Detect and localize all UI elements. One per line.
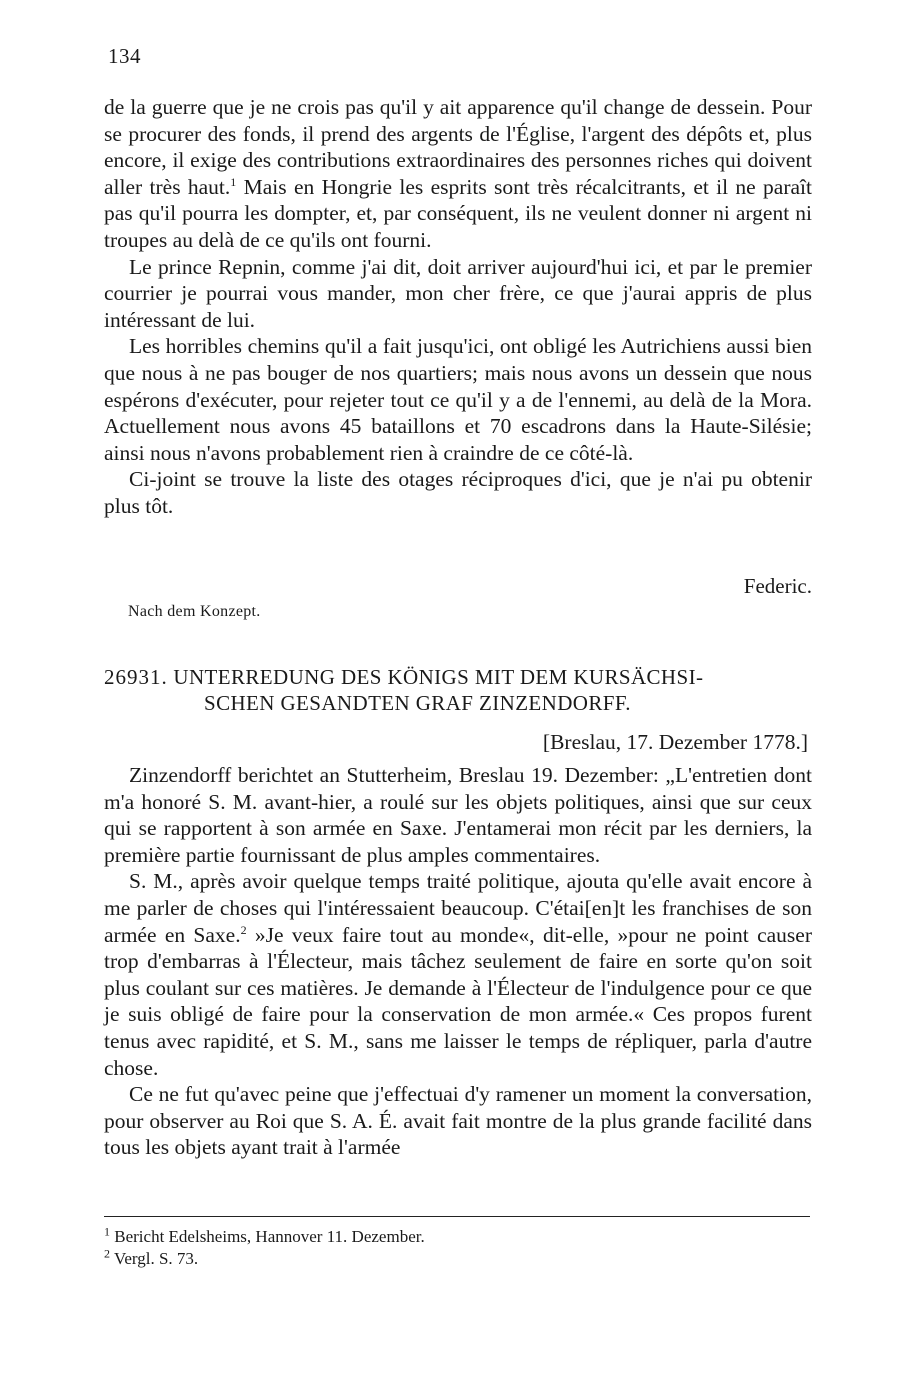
paragraph: Les horribles chemins qu'il a fait jusqu'ici, ont obligé les Autrichiens aussi bien que nous à ne pas bouger de nos quartiers; mais nous avons un dessein que nous espérons d'exécuter, pour rejeter tout ce qu'il y a de l'ennemi, au delà de la Mora. Actuellement nous avons 45 bataillons et 70 escadrons dans la Haute-Silésie; ainsi nous n'avons probablement rien à craindre de ce côté-là. (104, 334, 812, 465)
source-note: Nach dem Konzept. (128, 603, 261, 620)
paragraph (104, 868, 812, 1081)
page-number: 134 (108, 44, 141, 68)
heading-line-2: SCHEN GESANDTEN GRAF ZINZENDORFF. (204, 691, 631, 715)
paragraph-text: de la guerre que je ne crois pas qu'il y ait apparence qu'il change de dessein. Pour se procurer des fonds, il prend des argents de l'Église, l'argent des dépôts et, plus encore, il exige des contributions extraordinaires des personnes riches qui doivent aller très haut. (104, 95, 812, 199)
footnotes (104, 1226, 812, 1270)
document-heading (104, 664, 812, 716)
paragraph: Zinzendorff berichtet an Stutterheim, Breslau 19. Dezember: „L'entretien dont m'a honoré S. M. avant-hier, a roulé sur les objets politiques, ainsi que sur ceux qui se rapportent à son armée en Saxe. J'entamerai mon récit par les derniers, la première partie fournissant de plus amples commentaires. (104, 763, 812, 867)
letter-body (104, 94, 812, 520)
paragraph-text: S. M., après avoir quelque temps traité politique, ajouta qu'elle avait encore à me parler de choses qui l'intéressaient beaucoup. C'étai[en]t les franchises de son armée en Saxe. (104, 869, 812, 947)
footnote-mark: 2 (104, 1246, 110, 1261)
footnote-divider (104, 1216, 810, 1217)
paragraph-text: »Je veux faire tout au monde«, dit-elle, »pour ne point causer trop d'embarras à l'Électeur, mais tâchez seulement de faire en sorte qu'on soit plus coulant sur ces matières. Je demande à l'Électeur de l'indulgence pour ce que je suis obligé de faire pour la conservation de mon armée.« Ces propos furent tenus avec rapidité, et S. M., sans me laisser le temps de répliquer, parla d'autre chose. (104, 922, 812, 1080)
document-body (104, 762, 812, 1161)
date-line: [Breslau, 17. Dezember 1778.] (542, 730, 808, 754)
paragraph: Ci-joint se trouve la liste des otages réciproques d'ici, que je n'ai pu obtenir plus tôt. (104, 467, 812, 518)
signature: Federic. (743, 574, 812, 598)
heading-line-1: UNTERREDUNG DES KÖNIGS MIT DEM KURSÄCHSI- (173, 665, 704, 689)
footnote (104, 1248, 812, 1270)
paragraph: Ce ne fut qu'avec peine que j'effectuai d'y ramener un moment la conversation, pour observer au Roi que S. A. É. avait fait montre de la plus grande facilité dans tous les objets ayant trait à l'armée (104, 1082, 812, 1160)
footnote-marker: 2 (240, 922, 247, 937)
footnote-text: Bericht Edelsheims, Hannover 11. Dezember. (114, 1227, 425, 1246)
paragraph-text: Mais en Hongrie les esprits sont très récalcitrants, et il ne paraît pas qu'il pourra les dompter, et, par conséquent, ils ne veulent donner ni argent ni troupes au delà de ce qu'ils ont fourni. (104, 174, 812, 252)
paragraph (104, 94, 812, 254)
footnote-mark: 1 (104, 1224, 110, 1239)
paragraph: Le prince Repnin, comme j'ai dit, doit arriver aujourd'hui ici, et par le premier courrier je pourrai vous mander, mon cher frère, ce que j'aurai appris de plus intéressant de lui. (104, 254, 812, 332)
document-number: 26931. (104, 665, 168, 689)
footnote-text: Vergl. S. 73. (113, 1249, 199, 1268)
footnote-marker: 1 (230, 174, 237, 189)
footnote (104, 1226, 812, 1248)
